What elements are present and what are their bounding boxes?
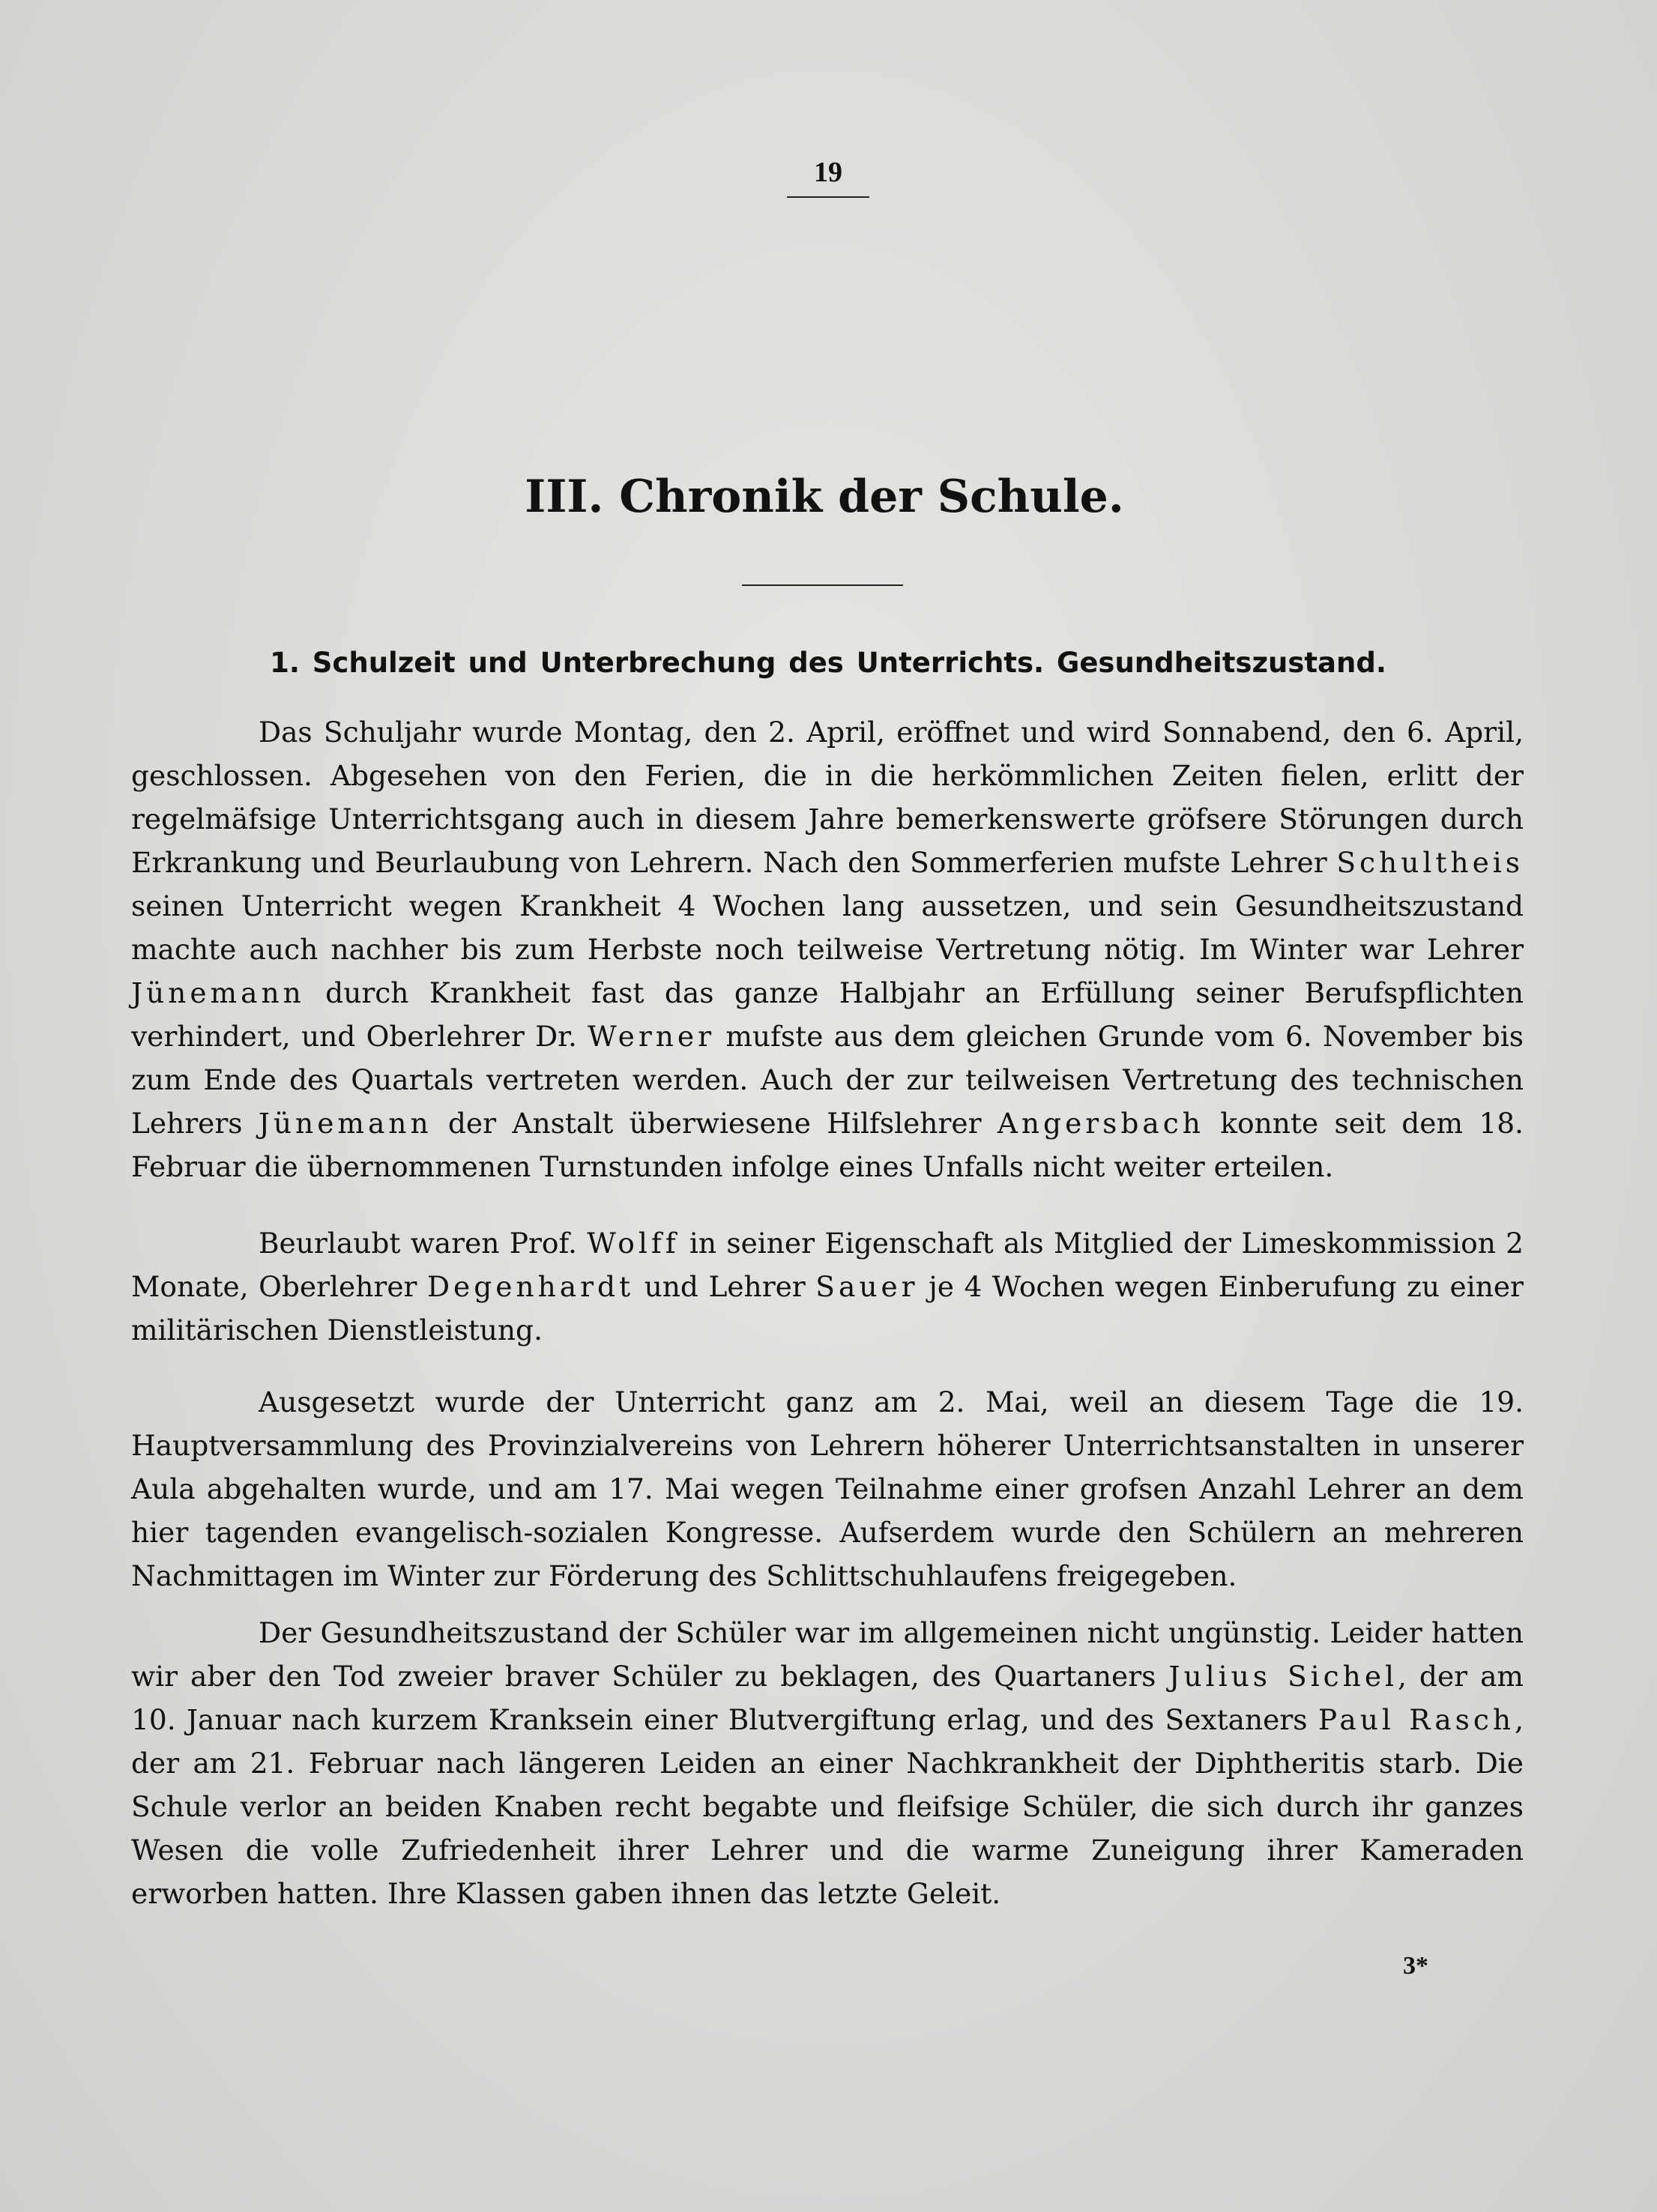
text-run: in seiner Eigenschaft als Mitglied der Limeskommission 2 Monate, Oberlehrer (131, 1227, 1524, 1303)
person-name: Degenhardt (426, 1270, 635, 1303)
text-run: durch Krankheit fast das ganze Halbjahr an Erfüllung seiner Berufspflichten verhindert, und Oberlehrer Dr. (131, 976, 1524, 1053)
page-number: 19 (814, 157, 842, 188)
paragraph-schulzeit (131, 710, 1524, 1188)
text-run: , der am 21. Februar nach längeren Leiden an einer Nachkrankheit der Diphtheritis starb. Die Schule verlor an beiden Knaben recht begabte und fleifsige Schüler, die sich durch ihr ganzes Wesen die volle Zufriedenheit ihrer Lehrer und die warme Zuneigung ihrer Kameraden erworben hatten. Ihre Klassen gaben ihnen das letzte Geleit. (131, 1703, 1524, 1910)
paragraph-ausgesetzt: Ausgesetzt wurde der Unterricht ganz am 2. Mai, weil an diesem Tage die 19. Hauptversammlung des Provinzialvereins von Lehrern höherer Unterrichtsanstalten in unserer Aula abgehalten wurde, und am 17. Mai wegen Teilnahme einer grofsen Anzahl Lehrer an dem hier tagenden evangelisch-sozialen Kongresse. Aufserdem wurde den Schülern an mehreren Nachmittagen im Winter zur Förderung des Schlittschuhlaufens freigegeben. (131, 1385, 1524, 1592)
page-number-rule (787, 196, 869, 198)
person-name: Wolff (587, 1227, 680, 1260)
paragraph-gesundheitszustand (131, 1611, 1524, 1915)
person-name: Werner (588, 1020, 716, 1053)
signature-mark: 3* (1403, 1952, 1428, 1980)
person-name: Paul Rasch (1318, 1703, 1515, 1736)
text-run: mufste aus dem gleichen Grunde vom 6. November bis zum Ende des Quartals vertreten werden. Auch der zur teilweisen Vertretung des technischen Lehrers (131, 1020, 1524, 1140)
text-run: Beurlaubt waren Prof. (259, 1227, 588, 1260)
text-run: Der Gesundheitszustand der Schüler war im allgemeinen nicht ungünstig. Leider hatten wir aber den Tod zweier braver Schüler zu beklagen, des Quartaners (131, 1616, 1524, 1693)
person-name: Schultheis (1336, 846, 1524, 879)
text-run: der Anstalt überwiesene Hilfslehrer (432, 1107, 997, 1140)
text-run: je 4 Wochen wegen Einberufung zu einer militärischen Dienstleistung. (131, 1270, 1524, 1347)
person-name: Jünemann (131, 976, 305, 1009)
person-name: Julius Sichel (1168, 1660, 1398, 1693)
chapter-title: III. Chronik der Schule. (525, 471, 1124, 523)
paragraph-beurlaubt (131, 1221, 1524, 1352)
text-run: Das Schuljahr wurde Montag, den 2. April, eröffnet und wird Sonnabend, den 6. April, geschlossen. Abgesehen von den Ferien, die in die herkömmlichen Zeiten fielen, erlitt der regelmäfsige Unterrichtsgang auch in diesem Jahre bemerkenswerte gröfsere Störungen durch Erkrankung und Beurlaubung von Lehrern. Nach den Sommerferien mufste Lehrer (131, 716, 1524, 879)
text-run: konnte seit dem 18. Februar die übernommenen Turnstunden infolge eines Unfalls nicht weiter erteilen. (131, 1107, 1524, 1183)
text-run: , der am 10. Januar nach kurzem Kranksein einer Blutvergiftung erlag, und des Sextaners (131, 1660, 1524, 1736)
person-name: Angersbach (997, 1107, 1204, 1140)
section-heading: 1. Schulzeit und Unterbrechung des Unterrichts. Gesundheitszustand. (270, 647, 1386, 679)
title-divider (742, 584, 903, 586)
text-run: und Lehrer (634, 1270, 816, 1303)
text-run: seinen Unterricht wegen Krankheit 4 Wochen lang aussetzen, und sein Gesundheitszustand machte auch nachher bis zum Herbste noch teilweise Vertretung nötig. Im Winter war Lehrer (131, 889, 1524, 966)
person-name: Jünemann (258, 1107, 432, 1140)
person-name: Sauer (815, 1270, 919, 1303)
